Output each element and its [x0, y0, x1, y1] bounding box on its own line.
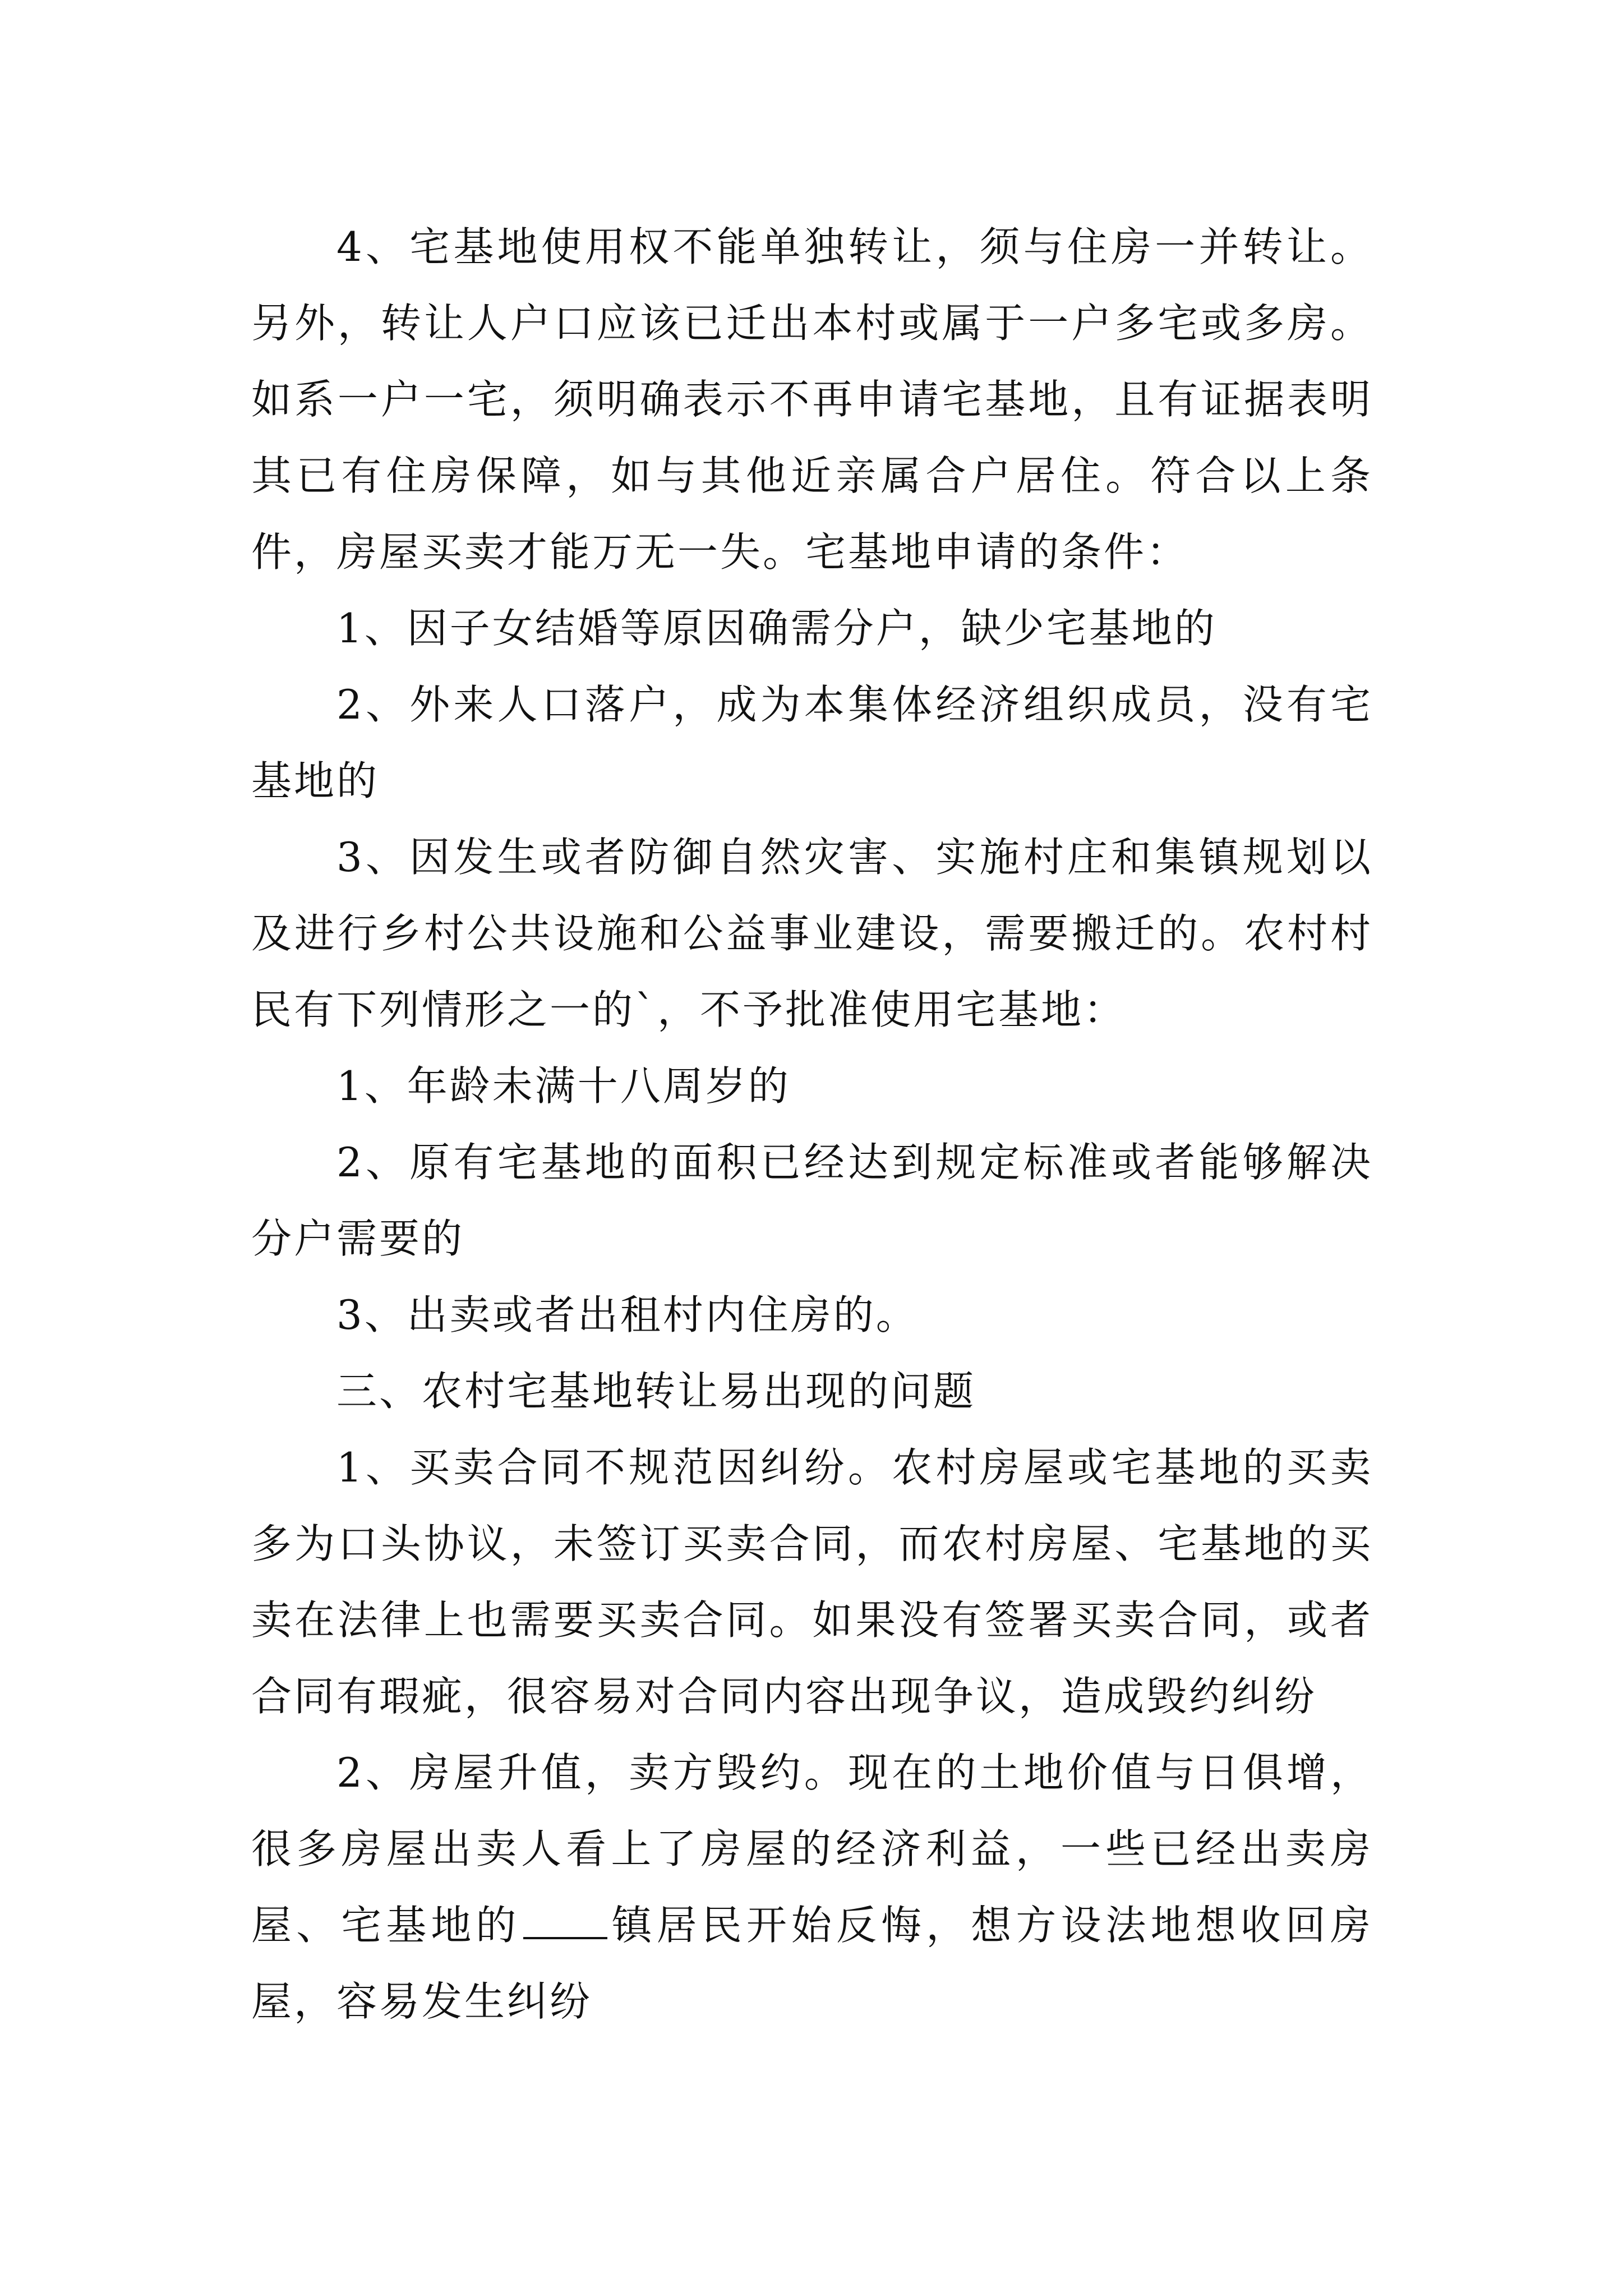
fill-in-blank: [523, 1903, 607, 1939]
paragraph-problem-1: 1、买卖合同不规范因纠纷。农村房屋或宅基地的买卖多为口头协议，未签订买卖合同，而农村房屋、宅基地的买卖在法律上也需要买卖合同。如果没有签署买卖合同，或者合同有瑕疵，很容易对合同内容出现争议，造成毁约纠纷: [251, 1444, 1373, 1720]
document-body: [251, 209, 1373, 2040]
paragraph-deny-3: 3、出卖或者出租村内住房的。: [336, 1291, 919, 1338]
paragraph-condition-3: 3、因发生或者防御自然灾害、实施村庄和集镇规划以及进行乡村公共设施和公益事业建设，需要搬迁的。农村村民有下列情形之一的`，不予批准使用宅基地：: [251, 834, 1373, 1033]
paragraph-deny-2: 2、原有宅基地的面积已经达到规定标准或者能够解决分户需要的: [251, 1139, 1373, 1262]
problem-2-text-end: 镇居民开始反悔，想方设法地想收回房屋，容易发生纠纷: [251, 1902, 1373, 2025]
problem-2-text-start: 2、房屋升值，卖方毁约。现在的土地价值与日俱增，很多房屋出卖人看上了房屋的经济利益，一些已经出卖房屋、宅基地的: [251, 1749, 1373, 1949]
section-heading-problems: 三、农村宅基地转让易出现的问题: [336, 1368, 976, 1415]
paragraph-condition-2: 2、外来人口落户，成为本集体经济组织成员，没有宅基地的: [251, 681, 1373, 804]
paragraph-transfer-rules: 4、宅基地使用权不能单独转让，须与住房一并转让。另外，转让人户口应该已迁出本村或属于一户多宅或多房。如系一户一宅，须明确表示不再申请宅基地，且有证据表明其已有住房保障，如与其他近亲属合户居住。符合以上条件，房屋买卖才能万无一失。宅基地申请的条件：: [251, 223, 1373, 576]
paragraph-condition-1: 1、因子女结婚等原因确需分户，缺少宅基地的: [336, 605, 1217, 652]
paragraph-problem-2: [251, 1734, 1373, 2040]
paragraph-deny-1: 1、年龄未满十八周岁的: [336, 1062, 791, 1110]
